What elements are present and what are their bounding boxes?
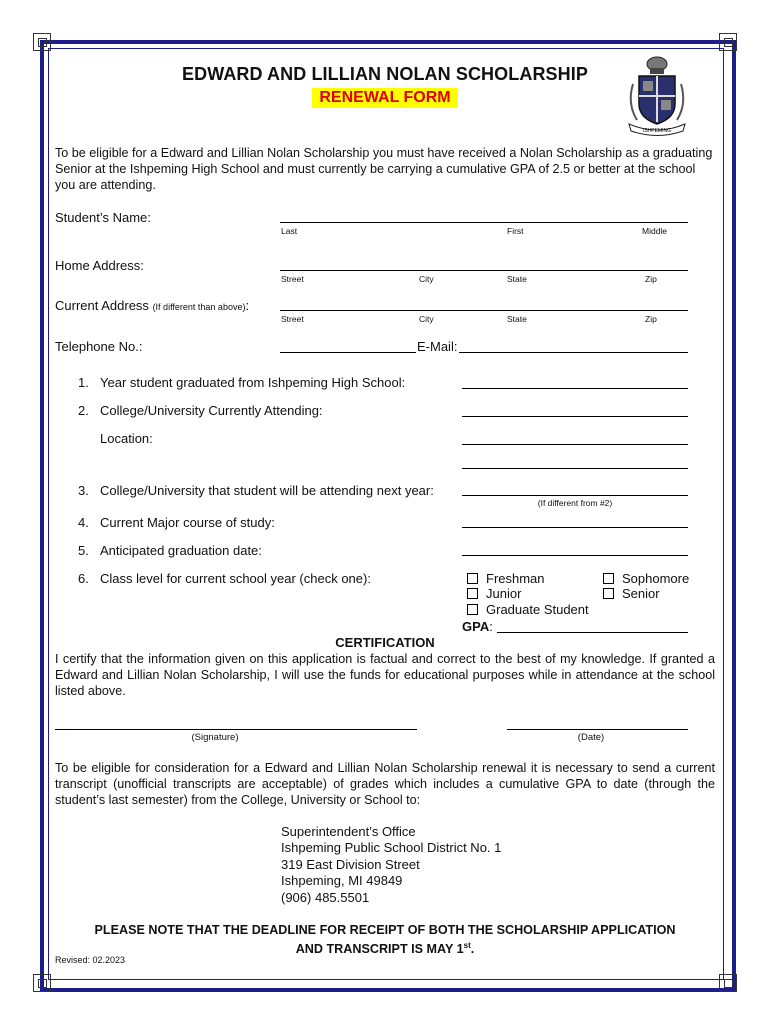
checkbox-sophomore[interactable]: [603, 571, 689, 586]
question-4-line[interactable]: [462, 527, 688, 528]
telephone-line[interactable]: [280, 352, 416, 353]
gpa-colon: :: [489, 619, 493, 634]
checkbox-graduate-student[interactable]: [467, 602, 589, 617]
question-5-number: 5.: [78, 543, 89, 558]
question-6-text: Class level for current school year (check one):: [100, 571, 371, 586]
question-2-line[interactable]: [462, 416, 688, 417]
checkbox-senior-label: Senior: [622, 586, 660, 601]
deadline-line-2-text: AND TRANSCRIPT IS MAY 1: [295, 942, 464, 957]
deadline-line-2-end: .: [470, 942, 475, 957]
question-2-text: College/University Currently Attending:: [100, 403, 323, 418]
checkbox-senior[interactable]: [603, 586, 660, 601]
question-1-text: Year student graduated from Ishpeming High School:: [100, 375, 406, 390]
checkbox-icon[interactable]: [603, 573, 614, 584]
crest-banner-text: ISHPEMING: [642, 128, 672, 134]
question-4-number: 4.: [78, 515, 89, 530]
home-sub-city: City: [419, 274, 434, 284]
deadline-line-2-sup: st: [463, 941, 471, 950]
email-label: E-Mail:: [417, 339, 458, 354]
current-sub-city: City: [419, 314, 434, 324]
location-line-1[interactable]: [462, 444, 688, 445]
home-sub-street: Street: [281, 274, 304, 284]
corner-ornament-top-left: [33, 33, 51, 51]
question-4-text: Current Major course of study:: [100, 515, 275, 530]
checkbox-graduate-label: Graduate Student: [486, 602, 589, 617]
question-5-text: Anticipated graduation date:: [100, 543, 262, 558]
home-address-line[interactable]: [280, 270, 688, 271]
gpa-label-text: GPA: [462, 619, 490, 634]
deadline-line-2: [55, 938, 715, 957]
signature-line[interactable]: [55, 729, 417, 730]
current-sub-street: Street: [281, 314, 304, 324]
home-sub-state: State: [507, 274, 527, 284]
checkbox-freshman-label: Freshman: [486, 571, 545, 586]
location-label: Location:: [100, 431, 153, 446]
address-line-phone: (906) 485.5501: [281, 889, 370, 905]
certification-text: I certify that the information given on this application is factual and correct to the best of my knowledge. If granted a Edward and Lillian Nolan Scholarship, I will use the funds for educational purposes while in attendance at the school listed above.: [55, 652, 715, 698]
name-sub-first: First: [507, 226, 524, 236]
question-1-number: 1.: [78, 375, 89, 390]
question-3-number: 3.: [78, 483, 89, 498]
gpa-label: [462, 619, 493, 634]
student-name-label: Student’s Name:: [55, 210, 151, 225]
address-line-city: Ishpeming, MI 49849: [281, 873, 403, 889]
gpa-line[interactable]: [497, 632, 688, 633]
checkbox-sophomore-label: Sophomore: [622, 571, 690, 586]
question-3-text: College/University that student will be attending next year:: [100, 483, 434, 498]
current-sub-zip: Zip: [645, 314, 657, 324]
date-line[interactable]: [507, 729, 688, 730]
address-line-office: Superintendent’s Office: [281, 824, 416, 839]
school-crest-icon: [623, 54, 691, 136]
current-sub-state: State: [507, 314, 527, 324]
transcript-paragraph: To be eligible for consideration for a Edward and Lillian Nolan Scholarship renewal it is necessary to send a current transcript (unofficial transcripts are acceptable) of grades which includes a cumulative GPA to date (through the student’s last semester) from the College, University or School to:: [55, 761, 715, 807]
question-3-note: (If different from #2): [537, 498, 613, 508]
name-sub-last: Last: [281, 226, 298, 236]
name-sub-middle: Middle: [642, 226, 668, 236]
location-line-2[interactable]: [462, 468, 688, 469]
checkbox-icon[interactable]: [467, 588, 478, 599]
question-3-line[interactable]: [462, 495, 688, 496]
corner-ornament-top-right: [719, 33, 737, 51]
eligibility-paragraph: To be eligible for a Edward and Lillian Nolan Scholarship you must have received a Nolan Scholarship as a graduating Senior at the Ishpeming High School and must currently be carrying a cumulative GPA of 2.5 or better at the school you are attending.: [55, 146, 713, 192]
signature-label: (Signature): [191, 732, 239, 743]
question-2-number: 2.: [78, 403, 89, 418]
address-line-street: 319 East Division Street: [281, 856, 420, 872]
document-subtitle: RENEWAL FORM: [312, 88, 458, 108]
revised-date: Revised: 02.2023: [55, 955, 126, 965]
home-address-label: Home Address:: [55, 258, 144, 273]
address-line-district: Ishpeming Public School District No. 1: [281, 840, 502, 856]
current-address-label: [55, 298, 249, 313]
checkbox-junior[interactable]: [467, 586, 521, 601]
telephone-label: Telephone No.:: [55, 339, 143, 354]
checkbox-icon[interactable]: [467, 573, 478, 584]
date-label: (Date): [577, 732, 605, 743]
question-1-line[interactable]: [462, 388, 688, 389]
deadline-line-1: PLEASE NOTE THAT THE DEADLINE FOR RECEIPT OF BOTH THE SCHOLARSHIP APPLICATION: [94, 923, 676, 937]
question-6-number: 6.: [78, 571, 89, 586]
corner-ornament-bottom-right: [719, 974, 737, 992]
current-address-note: (If different than above): [152, 302, 246, 312]
checkbox-junior-label: Junior: [486, 586, 522, 601]
student-name-line[interactable]: [280, 222, 688, 223]
certification-heading: CERTIFICATION: [335, 635, 435, 650]
checkbox-icon[interactable]: [467, 604, 478, 615]
corner-ornament-bottom-left: [33, 974, 51, 992]
checkbox-freshman[interactable]: [467, 571, 545, 586]
question-5-line[interactable]: [462, 555, 688, 556]
deadline-notice: [55, 922, 715, 957]
email-line[interactable]: [459, 352, 688, 353]
checkbox-icon[interactable]: [603, 588, 614, 599]
home-sub-zip: Zip: [645, 274, 657, 284]
current-address-colon: :: [245, 298, 250, 313]
current-address-line[interactable]: [280, 310, 688, 311]
mailing-address: [281, 824, 501, 906]
current-address-text: Current Address: [55, 298, 149, 313]
document-title: EDWARD AND LILLIAN NOLAN SCHOLARSHIP: [182, 64, 588, 84]
